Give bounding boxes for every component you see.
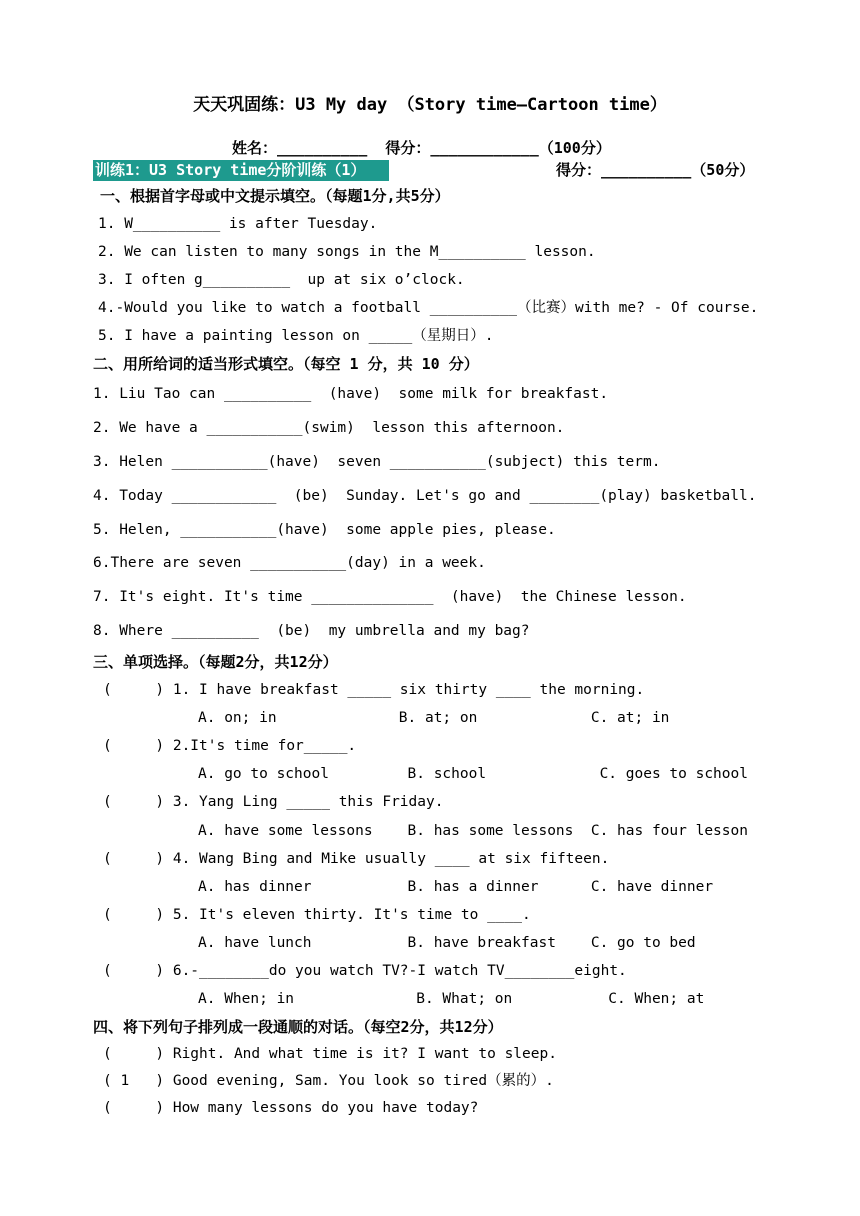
s3-options: A. on; in B. at; on C. at; in bbox=[198, 710, 670, 726]
s2-item: 8. Where __________ (be) my umbrella and my bag? bbox=[93, 623, 530, 639]
s2-item: 5. Helen, ___________(have) some apple pies, please. bbox=[93, 522, 556, 538]
training-banner: 训练1：U3 Story time分阶训练（1） bbox=[93, 160, 389, 181]
s4-item: ( 1 ) Good evening, Sam. You look so tired（累的）. bbox=[103, 1073, 554, 1089]
s2-item: 7. It's eight. It's time ______________ (have) the Chinese lesson. bbox=[93, 589, 687, 605]
section-1-heading: 一、根据首字母或中文提示填空。（每题1分,共5分） bbox=[100, 187, 450, 205]
s4-item: ( ) Right. And what time is it? I want to sleep. bbox=[103, 1046, 557, 1062]
banner-score: 得分：__________（50分） bbox=[556, 161, 755, 179]
s2-item: 4. Today ____________ (be) Sunday. Let's go and ________(play) basketball. bbox=[93, 488, 757, 504]
s2-item: 3. Helen ___________(have) seven ___________(subject) this term. bbox=[93, 454, 661, 470]
s3-options: A. have some lessons B. has some lessons C. has four lesson bbox=[198, 823, 748, 839]
s1-item: 3. I often g__________ up at six o’clock. bbox=[98, 272, 465, 288]
name-score-line: 姓名：__________ 得分：____________（100分） bbox=[232, 139, 611, 157]
s2-item: 6.There are seven ___________(day) in a week. bbox=[93, 555, 486, 571]
section-2-heading: 二、用所给词的适当形式填空。（每空 1 分，共 10 分） bbox=[93, 355, 479, 373]
s2-item: 1. Liu Tao can __________ (have) some milk for breakfast. bbox=[93, 386, 609, 402]
s1-item: 5. I have a painting lesson on _____（星期日）. bbox=[98, 328, 494, 344]
s2-item: 2. We have a ___________(swim) lesson this afternoon. bbox=[93, 420, 565, 436]
page-title: 天天巩固练：U3 My day （Story time—Cartoon time） bbox=[193, 95, 667, 115]
s3-question: ( ) 1. I have breakfast _____ six thirty ____ the morning. bbox=[103, 682, 645, 698]
s3-options: A. When; in B. What; on C. When; at bbox=[198, 991, 705, 1007]
s3-question: ( ) 6.-________do you watch TV?-I watch TV________eight. bbox=[103, 963, 627, 979]
s3-question: ( ) 5. It's eleven thirty. It's time to ____. bbox=[103, 907, 531, 923]
s3-options: A. go to school B. school C. goes to school bbox=[198, 766, 748, 782]
s3-question: ( ) 4. Wang Bing and Mike usually ____ at six fifteen. bbox=[103, 851, 610, 867]
s3-question: ( ) 2.It's time for_____. bbox=[103, 738, 357, 754]
s1-item: 1. W__________ is after Tuesday. bbox=[98, 216, 378, 232]
s3-options: A. have lunch B. have breakfast C. go to bed bbox=[198, 935, 696, 951]
s3-question: ( ) 3. Yang Ling _____ this Friday. bbox=[103, 794, 444, 810]
section-4-heading: 四、将下列句子排列成一段通顺的对话。（每空2分，共12分） bbox=[93, 1018, 503, 1036]
section-3-heading: 三、单项选择。（每题2分，共12分） bbox=[93, 653, 338, 671]
s1-item: 2. We can listen to many songs in the M__________ lesson. bbox=[98, 244, 596, 260]
s4-item: ( ) How many lessons do you have today? bbox=[103, 1100, 479, 1116]
s3-options: A. has dinner B. has a dinner C. have dinner bbox=[198, 879, 714, 895]
s1-item: 4.-Would you like to watch a football __________（比赛）with me? - Of course. bbox=[98, 300, 759, 316]
